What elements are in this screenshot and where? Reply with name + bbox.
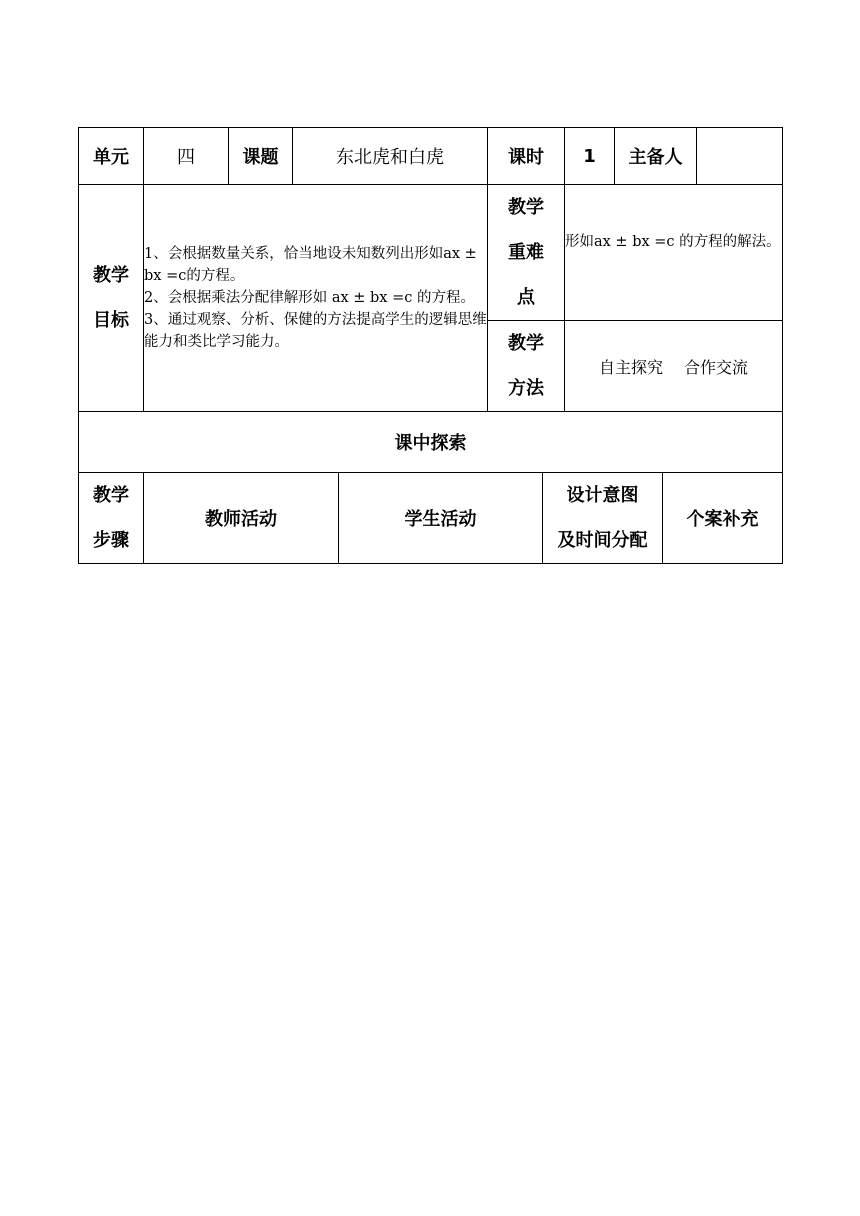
period-label: 课时 (488, 128, 565, 185)
design-intent-line1: 设计意图 (566, 485, 639, 506)
design-intent-header (543, 473, 663, 564)
unit-label: 单元 (79, 128, 144, 185)
method-value: 自主探究 合作交流 (565, 321, 783, 412)
steps-header-line1: 教学 (93, 485, 129, 506)
goals-label-line1: 教学 (93, 265, 129, 286)
unit-value: 四 (144, 128, 229, 185)
method-label-line1: 教学 (508, 333, 544, 354)
steps-header (79, 473, 144, 564)
case-supplement-header: 个案补充 (663, 473, 783, 564)
goal-item-3: 3、通过观察、分析、保健的方法提高学生的逻辑思维能力和类比学习能力。 (144, 312, 487, 350)
goals-label (79, 185, 144, 412)
method-label-line2: 方法 (508, 378, 544, 399)
key-points-label (488, 185, 565, 321)
teacher-activity-header: 教师活动 (144, 473, 339, 564)
preparer-value (697, 128, 783, 185)
goals-content (144, 185, 488, 412)
preparer-label: 主备人 (615, 128, 697, 185)
goal-item-2: 2、会根据乘法分配律解形如 ax ± bx =c 的方程。 (144, 290, 475, 306)
lesson-plan-table (78, 127, 783, 473)
goals-label-line2: 目标 (93, 310, 129, 331)
key-points-value (565, 185, 783, 321)
key-points-label-line1: 教学 (508, 197, 544, 218)
key-points-label-line2: 重难 (508, 242, 544, 263)
steps-header-line2: 步骤 (93, 530, 129, 551)
activity-header-table (78, 472, 783, 564)
topic-value: 东北虎和白虎 (293, 128, 488, 185)
method-label (488, 321, 565, 412)
topic-label: 课题 (229, 128, 293, 185)
key-points-text: 形如ax ± bx =c 的方程的解法。 (565, 234, 781, 250)
goal-item-1: 1、会根据数量关系，恰当地设未知数列出形如ax ± bx =c的方程。 (144, 246, 477, 284)
section-title: 课中探索 (79, 412, 783, 473)
student-activity-header: 学生活动 (339, 473, 543, 564)
key-points-label-line3: 点 (517, 287, 535, 308)
period-value: 1 (565, 128, 615, 185)
design-intent-line2: 及时间分配 (557, 530, 648, 551)
